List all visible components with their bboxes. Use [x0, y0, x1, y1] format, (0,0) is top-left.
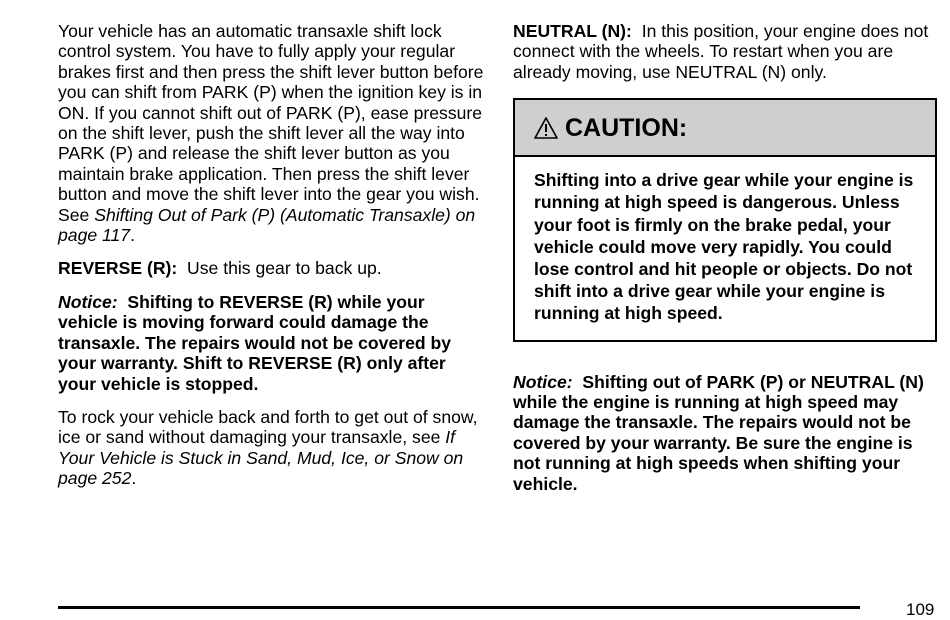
shift-out-of-park-reference: Shifting Out of Park (P) (Automatic Transaxle) on page 117	[58, 204, 476, 246]
caution-title: CAUTION:	[565, 113, 688, 142]
right-column	[513, 21, 937, 507]
footer-rule	[58, 606, 860, 609]
caution-header	[515, 100, 935, 157]
period: .	[131, 468, 137, 489]
neutral-label: NEUTRAL (N):	[513, 21, 632, 41]
caution-text: Shifting into a drive gear while your engine is running at high speed is dangerous. Unless your foot is firmly on the brake pedal, your vehicle could move very rapidly. You could lose control and hit people or objects. Do not shift into a drive gear while your engine is running at high speed.	[534, 170, 914, 324]
notice-label: Notice:	[58, 291, 118, 312]
neutral-text: In this position, your engine does not connect with the wheels. To restart when you are already moving, use NEUTRAL (N) only.	[513, 21, 929, 82]
park-neutral-notice	[513, 372, 937, 494]
period: .	[130, 225, 135, 246]
reverse-text: Use this gear to back up.	[187, 258, 382, 279]
warning-triangle-icon	[533, 116, 559, 140]
neutral-paragraph	[513, 21, 937, 82]
notice-label: Notice:	[513, 371, 573, 392]
shift-lock-text: Your vehicle has an automatic transaxle shift lock control system. You have to fully apply your regular brakes first and then press the shift lever button before you can shift from PARK (P) when the ignition key is in ON. If you cannot shift out of PARK (P), ease pressure on the shift lever, push the shift lever all the way into PARK (P) and release the shift lever button as you maintain brake application. Then press the shift lever button and move the shift lever into the gear you wish. See	[58, 21, 484, 225]
reverse-paragraph	[58, 258, 488, 278]
caution-box	[513, 98, 937, 341]
notice-text: Shifting out of PARK (P) or NEUTRAL (N) while the engine is running at high speed may damage the transaxle. The repairs would not be covered by your warranty. Be sure the engine is not running at high speeds when shifting your vehicle.	[513, 371, 924, 494]
stuck-vehicle-reference: If Your Vehicle is Stuck in Sand, Mud, Ice, or Snow on page 252	[58, 427, 464, 489]
reverse-label: REVERSE (R):	[58, 258, 178, 279]
reverse-notice	[58, 292, 488, 394]
rock-vehicle-paragraph	[58, 407, 488, 489]
rock-vehicle-text: To rock your vehicle back and forth to get out of snow, ice or sand without damaging your transaxle, see	[58, 406, 478, 448]
shift-lock-paragraph	[58, 21, 488, 245]
notice-text: Shifting to REVERSE (R) while your vehicle is moving forward could damage the transaxle. The repairs would not be covered by your warranty. Shift to REVERSE (R) only after your vehicle is stopped.	[58, 291, 452, 394]
left-column	[58, 21, 488, 502]
page-number: 109	[906, 600, 935, 619]
